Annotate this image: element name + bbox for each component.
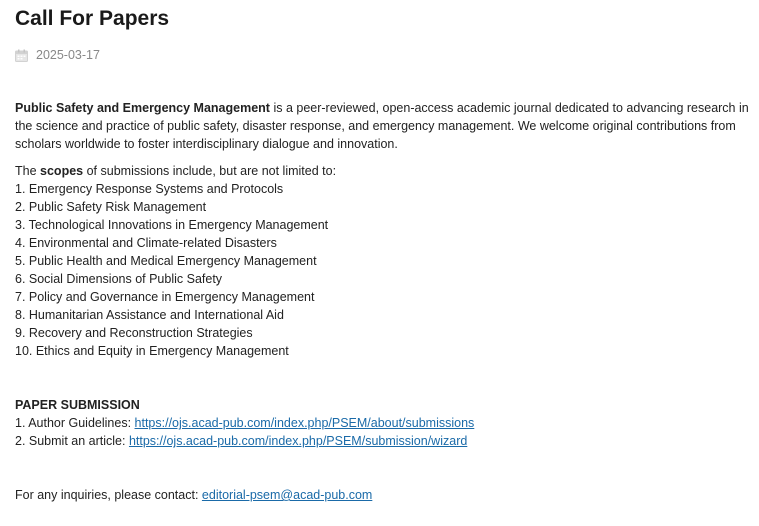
list-item: 5. Public Health and Medical Emergency Management [15,254,317,268]
date-text: 2025-03-17 [36,48,100,62]
submit-article-label: 2. Submit an article: [15,434,126,448]
submit-article-link[interactable]: https://ojs.acad-pub.com/index.php/PSEM/submission/wizard [128,434,468,448]
scopes-section [15,162,750,360]
intro-description: is a peer-reviewed, open-access academic journal dedicated to advancing research in the science and practice of public safety, disaster response, and emergency management. We welcome original contributions from scholars worldwide to foster interdisciplinary dialogue and innovation. [15,101,749,151]
scopes-lead-bold: scopes [40,164,84,178]
list-item: 7. Policy and Governance in Emergency Management [15,290,315,304]
list-item: 3. Technological Innovations in Emergency Management [15,218,329,232]
submit-article-row [15,432,750,450]
paper-submission-section [15,396,750,450]
scope-list [15,180,750,360]
scopes-lead [15,162,750,180]
contact-email-link[interactable]: editorial-psem@acad-pub.com [201,488,373,502]
author-guidelines-label: 1. Author Guidelines: [15,416,132,430]
list-item: 10. Ethics and Equity in Emergency Management [15,344,289,358]
calendar-icon [15,49,28,62]
author-guidelines-link[interactable]: https://ojs.acad-pub.com/index.php/PSEM/about/submissions [134,416,475,430]
intro-paragraph [15,99,750,153]
list-item: 9. Recovery and Reconstruction Strategies [15,326,253,340]
author-guidelines-row [15,414,750,432]
journal-name: Public Safety and Emergency Management [15,101,270,115]
page-title: Call For Papers [15,7,170,30]
list-item: 4. Environmental and Climate-related Disasters [15,236,277,250]
list-item: 2. Public Safety Risk Management [15,200,207,214]
submission-heading: PAPER SUBMISSION [15,398,140,412]
list-item: 6. Social Dimensions of Public Safety [15,272,223,286]
contact-label: For any inquiries, please contact: [15,488,199,502]
post-date [15,46,100,64]
list-item: 1. Emergency Response Systems and Protocols [15,182,284,196]
scopes-lead-suffix: of submissions include, but are not limited to: [86,164,337,178]
contact-line [15,486,750,504]
scopes-lead-prefix: The [15,164,37,178]
list-item: 8. Humanitarian Assistance and International Aid [15,308,284,322]
